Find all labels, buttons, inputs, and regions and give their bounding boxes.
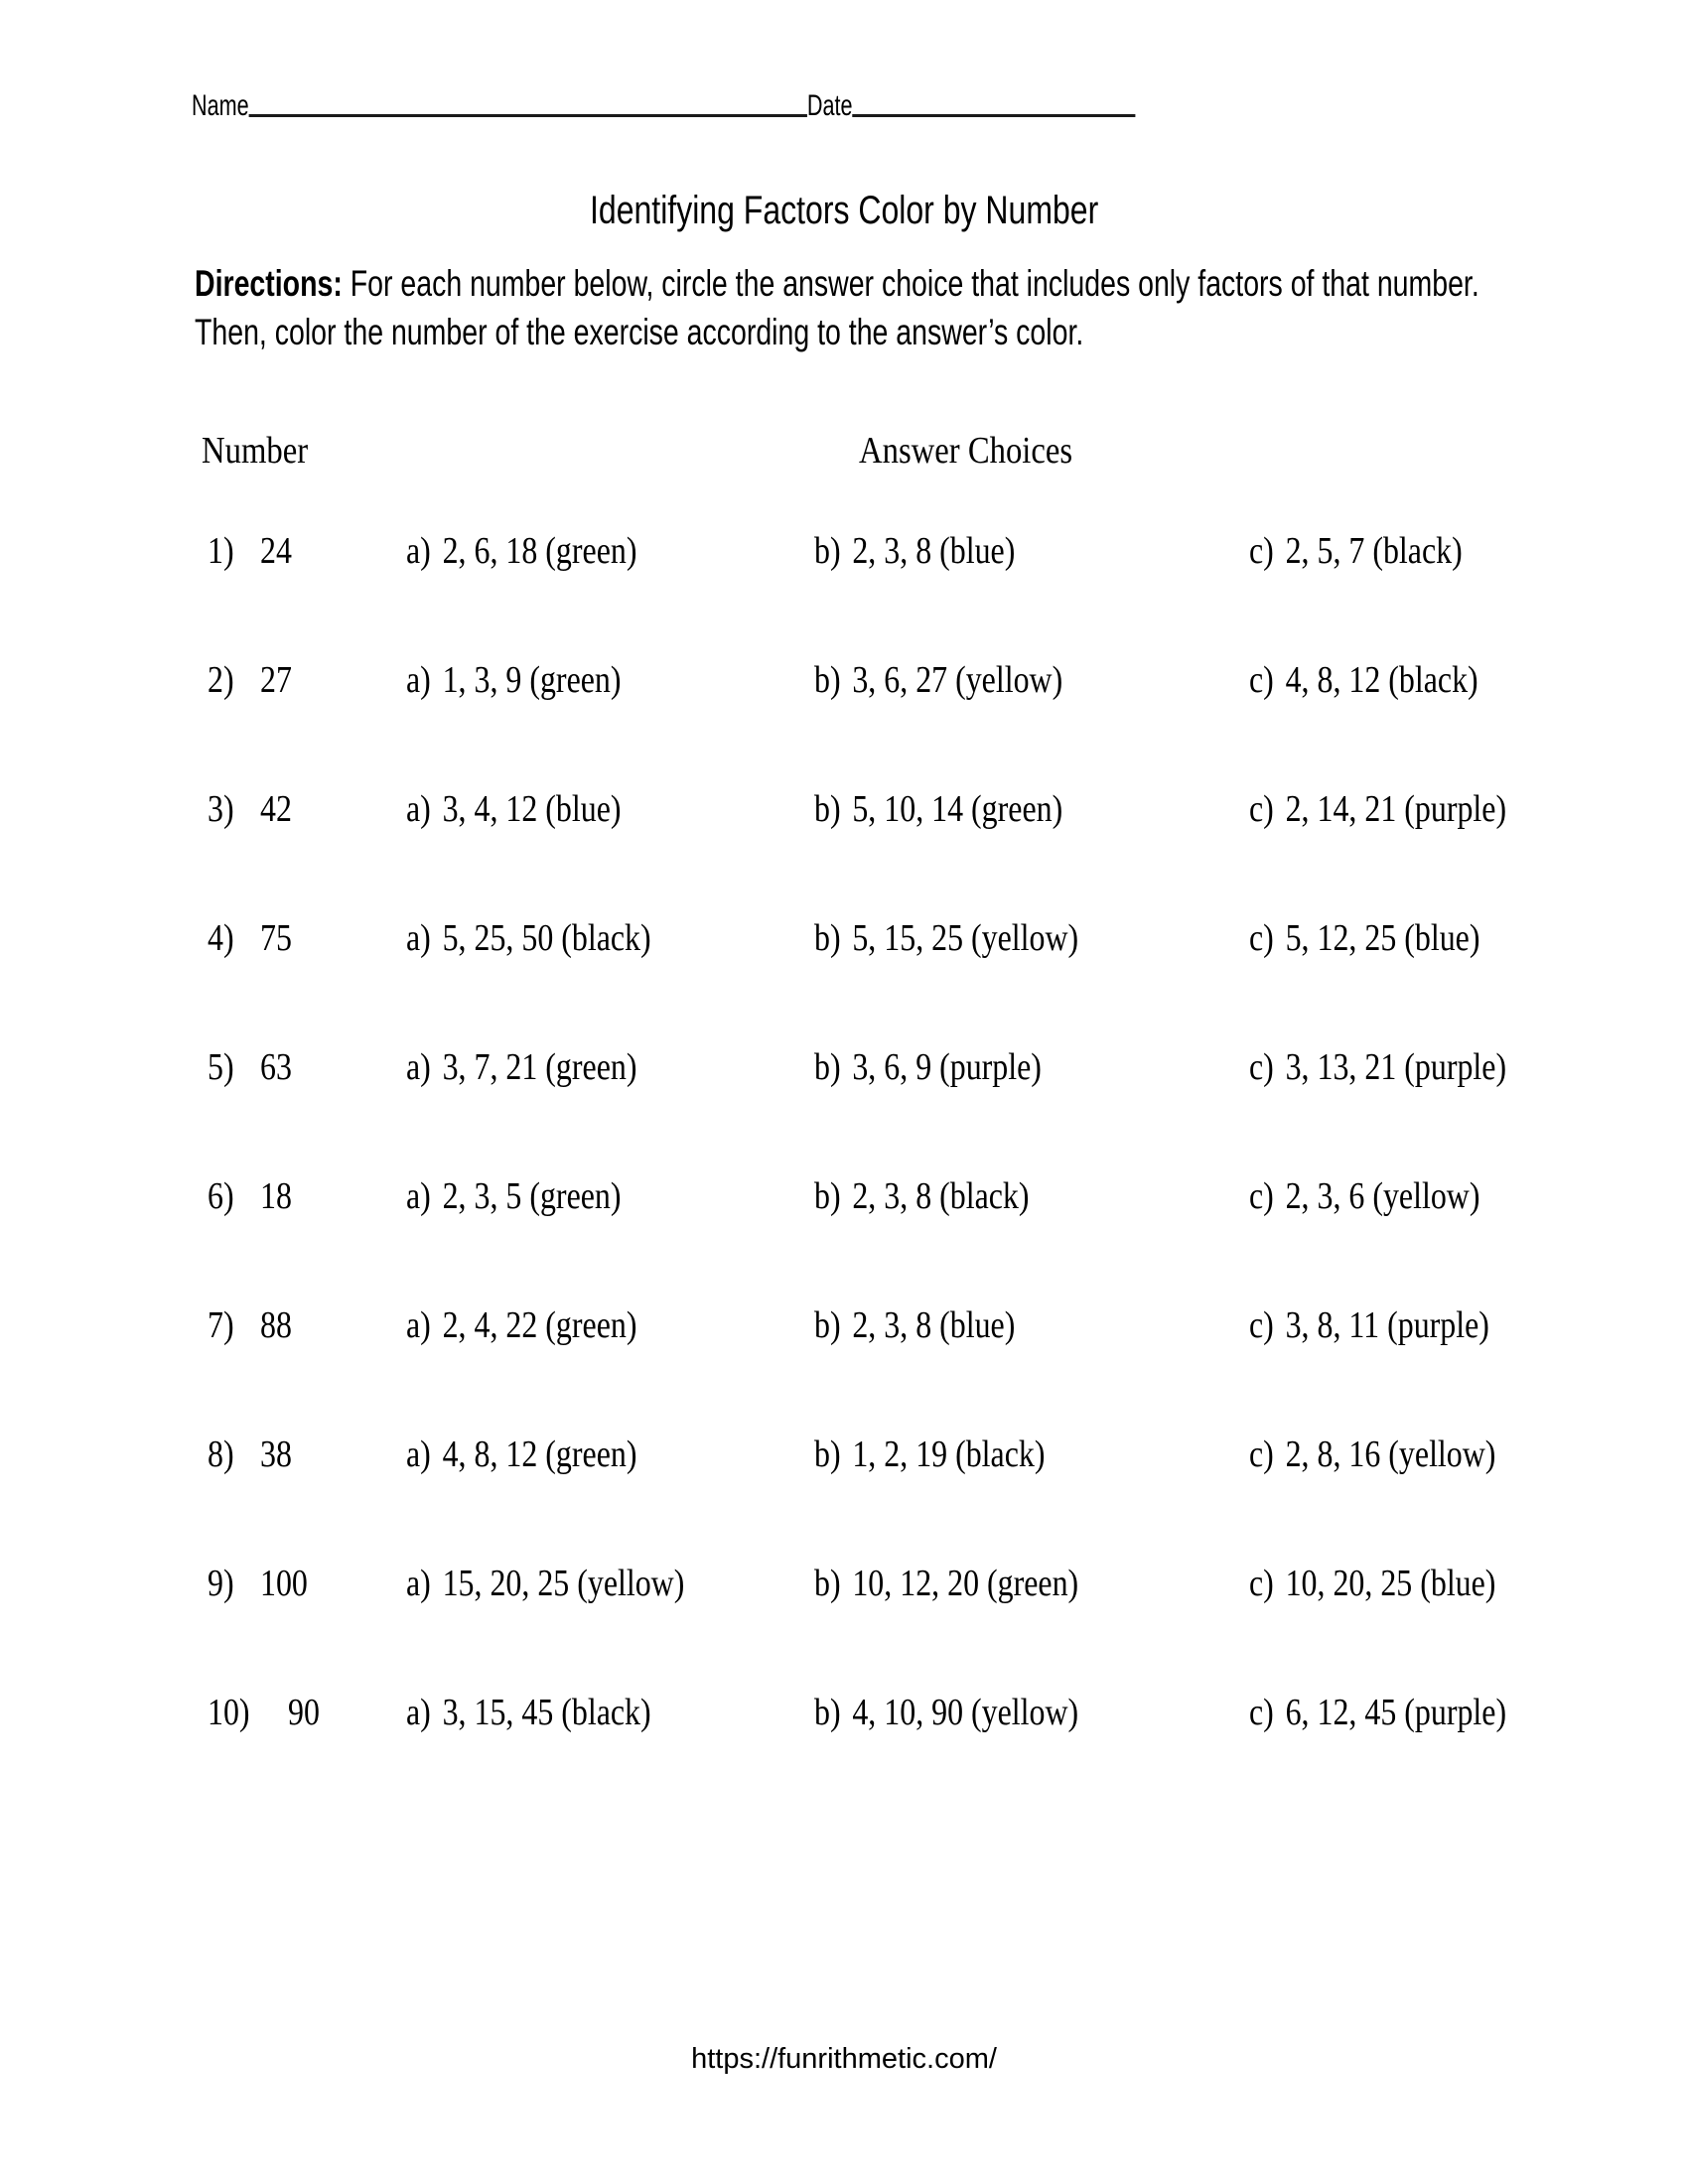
name-label: Name bbox=[192, 89, 249, 122]
choice-text-c: 2, 8, 16 (yellow) bbox=[1285, 1433, 1496, 1475]
choice-text-b: 10, 12, 20 (green) bbox=[852, 1563, 1079, 1604]
answer-choice-b[interactable] bbox=[814, 1433, 1045, 1478]
choice-letter-a: a) bbox=[406, 530, 431, 572]
answer-choice-b[interactable] bbox=[814, 787, 1062, 833]
choice-letter-c: c) bbox=[1249, 659, 1274, 701]
problem-number: 24 bbox=[260, 530, 292, 572]
choice-text-c: 2, 5, 7 (black) bbox=[1285, 530, 1463, 572]
choice-text-b: 1, 2, 19 (black) bbox=[852, 1433, 1046, 1475]
problem-row bbox=[0, 916, 1688, 1045]
choice-letter-b: b) bbox=[814, 1563, 841, 1604]
choice-text-a: 3, 4, 12 (blue) bbox=[442, 788, 622, 830]
choice-text-b: 2, 3, 8 (black) bbox=[852, 1175, 1030, 1217]
choice-text-c: 2, 3, 6 (yellow) bbox=[1285, 1175, 1480, 1217]
choice-letter-a: a) bbox=[406, 1046, 431, 1088]
choice-text-a: 2, 6, 18 (green) bbox=[442, 530, 637, 572]
choice-letter-c: c) bbox=[1249, 788, 1274, 830]
answer-choice-a[interactable] bbox=[406, 658, 621, 704]
directions-paragraph bbox=[195, 260, 1540, 357]
choice-text-c: 2, 14, 21 (purple) bbox=[1285, 788, 1507, 830]
choice-letter-c: c) bbox=[1249, 917, 1274, 959]
answer-choice-a[interactable] bbox=[406, 1045, 636, 1091]
answer-choice-b[interactable] bbox=[814, 658, 1062, 704]
choice-text-c: 3, 8, 11 (purple) bbox=[1285, 1304, 1489, 1346]
problem-row bbox=[0, 1174, 1688, 1303]
problem-number: 42 bbox=[260, 788, 292, 830]
problem-number: 75 bbox=[260, 917, 292, 959]
choice-letter-c: c) bbox=[1249, 1433, 1274, 1475]
problem-row bbox=[0, 529, 1688, 658]
choice-letter-a: a) bbox=[406, 917, 431, 959]
heading-number: Number bbox=[202, 430, 309, 472]
choice-text-b: 2, 3, 8 (blue) bbox=[852, 530, 1016, 572]
choice-text-a: 3, 15, 45 (black) bbox=[442, 1692, 651, 1733]
problem-index: 7) bbox=[208, 1304, 234, 1346]
choice-letter-c: c) bbox=[1249, 1304, 1274, 1346]
choice-text-c: 3, 13, 21 (purple) bbox=[1285, 1046, 1507, 1088]
date-label: Date bbox=[806, 89, 853, 122]
choice-letter-b: b) bbox=[814, 1692, 841, 1733]
choice-text-b: 5, 15, 25 (yellow) bbox=[852, 917, 1079, 959]
problem-number: 18 bbox=[260, 1175, 292, 1217]
answer-choice-c[interactable] bbox=[1249, 1303, 1489, 1349]
problem-index: 6) bbox=[208, 1175, 234, 1217]
answer-choice-b[interactable] bbox=[814, 1303, 1015, 1349]
choice-text-b: 3, 6, 27 (yellow) bbox=[852, 659, 1063, 701]
column-headings bbox=[0, 429, 1688, 478]
problem-row bbox=[0, 787, 1688, 916]
problem-number: 27 bbox=[260, 659, 292, 701]
answer-choice-c[interactable] bbox=[1249, 658, 1478, 704]
name-write-line[interactable] bbox=[249, 113, 807, 117]
answer-choice-b[interactable] bbox=[814, 1174, 1030, 1220]
choice-letter-c: c) bbox=[1249, 1046, 1274, 1088]
problem-index: 4) bbox=[208, 917, 234, 959]
problem-index: 2) bbox=[208, 659, 234, 701]
choice-letter-a: a) bbox=[406, 1304, 431, 1346]
footer-url[interactable]: https://funrithmetic.com/ bbox=[691, 2043, 997, 2075]
problem-number: 38 bbox=[260, 1433, 292, 1475]
answer-choice-c[interactable] bbox=[1249, 529, 1463, 575]
choice-letter-b: b) bbox=[814, 1433, 841, 1475]
answer-choice-b[interactable] bbox=[814, 1045, 1042, 1091]
answer-choice-c[interactable] bbox=[1249, 916, 1479, 962]
problem-index: 1) bbox=[208, 530, 234, 572]
answer-choice-a[interactable] bbox=[406, 1303, 636, 1349]
name-date-row bbox=[192, 91, 1135, 121]
choice-letter-c: c) bbox=[1249, 1692, 1274, 1733]
choice-text-b: 3, 6, 9 (purple) bbox=[852, 1046, 1042, 1088]
problem-index: 9) bbox=[208, 1563, 234, 1604]
choice-text-a: 1, 3, 9 (green) bbox=[442, 659, 622, 701]
answer-choice-b[interactable] bbox=[814, 529, 1015, 575]
answer-choice-a[interactable] bbox=[406, 1433, 636, 1478]
answer-choice-a[interactable] bbox=[406, 787, 622, 833]
problem-row bbox=[0, 1691, 1688, 1820]
choice-text-b: 4, 10, 90 (yellow) bbox=[852, 1692, 1079, 1733]
answer-choice-a[interactable] bbox=[406, 1562, 684, 1607]
answer-choice-a[interactable] bbox=[406, 1691, 651, 1736]
answer-choice-b[interactable] bbox=[814, 1562, 1078, 1607]
answer-choice-a[interactable] bbox=[406, 529, 636, 575]
choice-letter-a: a) bbox=[406, 1692, 431, 1733]
date-write-line[interactable] bbox=[852, 113, 1135, 117]
choice-text-a: 2, 4, 22 (green) bbox=[442, 1304, 637, 1346]
choice-letter-b: b) bbox=[814, 659, 841, 701]
problem-index: 8) bbox=[208, 1433, 234, 1475]
problem-list bbox=[0, 529, 1688, 1820]
choice-text-a: 2, 3, 5 (green) bbox=[442, 1175, 622, 1217]
choice-letter-b: b) bbox=[814, 530, 841, 572]
problem-number: 88 bbox=[260, 1304, 292, 1346]
choice-letter-b: b) bbox=[814, 917, 841, 959]
choice-letter-b: b) bbox=[814, 1046, 841, 1088]
choice-letter-c: c) bbox=[1249, 1175, 1274, 1217]
choice-text-a: 4, 8, 12 (green) bbox=[442, 1433, 637, 1475]
answer-choice-c[interactable] bbox=[1249, 787, 1506, 833]
problem-row bbox=[0, 1562, 1688, 1691]
problem-row bbox=[0, 658, 1688, 787]
choice-letter-a: a) bbox=[406, 1433, 431, 1475]
choice-text-a: 15, 20, 25 (yellow) bbox=[442, 1563, 685, 1604]
answer-choice-c[interactable] bbox=[1249, 1691, 1506, 1736]
choice-letter-a: a) bbox=[406, 788, 431, 830]
choice-text-c: 10, 20, 25 (blue) bbox=[1285, 1563, 1496, 1604]
choice-letter-c: c) bbox=[1249, 530, 1274, 572]
choice-letter-b: b) bbox=[814, 1304, 841, 1346]
answer-choice-c[interactable] bbox=[1249, 1045, 1506, 1091]
choice-text-a: 5, 25, 50 (black) bbox=[442, 917, 651, 959]
choice-text-c: 6, 12, 45 (purple) bbox=[1285, 1692, 1507, 1733]
answer-choice-b[interactable] bbox=[814, 1691, 1078, 1736]
problem-row bbox=[0, 1045, 1688, 1174]
problem-number: 63 bbox=[260, 1046, 292, 1088]
choice-letter-a: a) bbox=[406, 1563, 431, 1604]
answer-choice-b[interactable] bbox=[814, 916, 1078, 962]
directions-text: For each number below, circle the answer choice that includes only factors of that number. Then, color the number of the exercise according to the answer’s color. bbox=[195, 263, 1479, 352]
answer-choice-a[interactable] bbox=[406, 916, 651, 962]
problem-number: 90 bbox=[288, 1692, 320, 1733]
problem-row bbox=[0, 1433, 1688, 1562]
heading-answer-choices: Answer Choices bbox=[859, 430, 1073, 472]
choice-text-c: 5, 12, 25 (blue) bbox=[1285, 917, 1480, 959]
answer-choice-a[interactable] bbox=[406, 1174, 621, 1220]
directions-label: Directions: bbox=[195, 263, 343, 304]
choice-letter-a: a) bbox=[406, 659, 431, 701]
problem-index: 5) bbox=[208, 1046, 234, 1088]
problem-number: 100 bbox=[260, 1563, 308, 1604]
answer-choice-c[interactable] bbox=[1249, 1174, 1479, 1220]
choice-text-a: 3, 7, 21 (green) bbox=[442, 1046, 637, 1088]
choice-text-c: 4, 8, 12 (black) bbox=[1285, 659, 1478, 701]
choice-text-b: 5, 10, 14 (green) bbox=[852, 788, 1063, 830]
problem-index: 10) bbox=[208, 1692, 250, 1733]
choice-letter-a: a) bbox=[406, 1175, 431, 1217]
choice-letter-b: b) bbox=[814, 788, 841, 830]
answer-choice-c[interactable] bbox=[1249, 1433, 1495, 1478]
problem-row bbox=[0, 1303, 1688, 1433]
page-title bbox=[0, 189, 1688, 233]
answer-choice-c[interactable] bbox=[1249, 1562, 1495, 1607]
choice-text-b: 2, 3, 8 (blue) bbox=[852, 1304, 1016, 1346]
choice-letter-b: b) bbox=[814, 1175, 841, 1217]
page-title-text: Identifying Factors Color by Number bbox=[589, 189, 1099, 232]
problem-index: 3) bbox=[208, 788, 234, 830]
choice-letter-c: c) bbox=[1249, 1563, 1274, 1604]
